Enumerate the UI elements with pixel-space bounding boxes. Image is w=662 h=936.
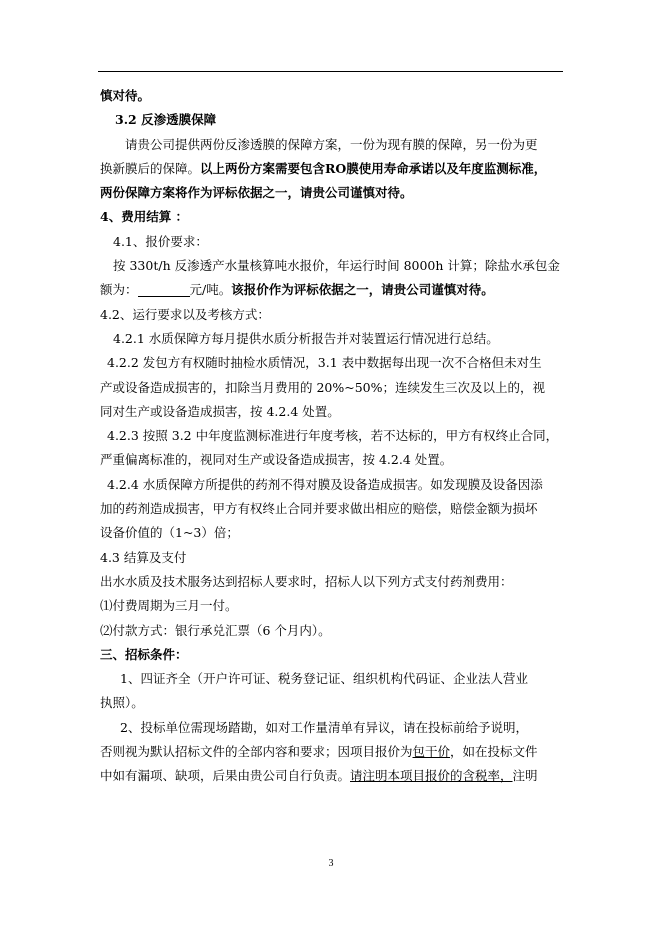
text-line	[100, 400, 562, 424]
text-run: 4.3 结算及支付	[100, 549, 187, 565]
text-run: 加的药剂造成损害，甲方有权终止合同并要求做出相应的赔偿，赔偿金额为损坏	[100, 501, 538, 517]
text-line	[100, 230, 562, 254]
text-run: 3.2 反渗透膜保障	[115, 112, 217, 128]
text-line	[100, 108, 562, 132]
text-run: 额为：	[100, 282, 138, 298]
text-run: 请注明本项目报价的含税率，	[350, 768, 513, 784]
text-run: 4、费用结算 ：	[100, 209, 189, 225]
text-line	[100, 181, 562, 205]
text-line	[100, 157, 562, 181]
text-run: 2、投标单位需现场踏勘，如对工作量清单有异议，请在投标前给予说明，	[120, 719, 528, 735]
text-line	[100, 254, 562, 278]
text-line	[100, 716, 562, 740]
text-line	[100, 570, 562, 594]
text-run: 4.2.1 水质保障方每月提供水质分析报告并对装置运行情况进行总结。	[113, 330, 499, 346]
text-run: 两份保障方案将作为评标依据之一，请贵公司谨慎对待。	[100, 185, 413, 201]
text-line	[100, 376, 562, 400]
document-body	[100, 84, 562, 789]
text-run: 产或设备造成损害的，扣除当月费用的 20%~50%；连续发生三次及以上的，视	[100, 379, 546, 395]
text-run: 执照）。	[100, 695, 144, 711]
fill-in-blank	[138, 282, 190, 297]
text-line	[100, 351, 562, 375]
text-run: 1、四证齐全（开户许可证、税务登记证、组织机构代码证、企业法人营业	[120, 671, 528, 687]
text-line	[100, 497, 562, 521]
text-line	[100, 594, 562, 618]
text-line	[100, 546, 562, 570]
text-run: 以上两份方案需要包含RO膜使用寿命承诺以及年度监测标准，	[200, 160, 547, 176]
text-run: ⑵付款方式：银行承兑汇票（6 个月内）。	[100, 622, 331, 638]
text-line	[100, 303, 562, 327]
text-line	[100, 133, 562, 157]
text-line	[100, 448, 562, 472]
text-line	[100, 619, 562, 643]
text-line	[100, 667, 562, 691]
text-run: 按 330t/h 反渗透产水量核算吨水报价，年运行时间 8000h 计算；除盐水承包金	[113, 258, 560, 274]
text-run: 元/吨。	[189, 282, 232, 298]
text-run: 该报价作为评标依据之一，请贵公司谨慎对待。	[231, 282, 494, 298]
text-run: 否则视为默认招标文件的全部内容和要求；因项目报价为	[100, 744, 413, 760]
text-run: 同对生产或设备造成损害，按 4.2.4 处置。	[100, 403, 340, 419]
text-line	[100, 521, 562, 545]
text-run: ⑴付费周期为三月一付。	[100, 598, 238, 614]
text-run: 4.2.3 按照 3.2 中年度监测标准进行年度考核，若不达标的，甲方有权终止合同，	[107, 428, 559, 444]
text-run: 严重偏离标准的，视同对生产或设备造成损害，按 4.2.4 处置。	[100, 452, 453, 468]
text-line	[100, 424, 562, 448]
text-line	[100, 84, 562, 108]
text-line	[100, 473, 562, 497]
text-line	[100, 643, 562, 667]
text-run: 4.1、报价要求：	[113, 233, 208, 249]
text-line	[100, 740, 562, 764]
text-run: 请贵公司提供两份反渗透膜的保障方案，一份为现有膜的保障，另一份为更	[125, 136, 538, 152]
text-line	[100, 327, 562, 351]
text-run: 换新膜后的保障。	[100, 160, 201, 176]
text-run: 出水水质及技术服务达到招标人要求时，招标人以下列方式支付药剂费用：	[100, 573, 513, 589]
page-number: 3	[328, 858, 334, 869]
text-line	[100, 764, 562, 788]
text-line	[100, 691, 562, 715]
text-run: 设备价值的（1~3）倍；	[100, 525, 239, 541]
text-line	[100, 278, 562, 302]
text-run: 4.2.4 水质保障方所提供的药剂不得对膜及设备造成损害。如发现膜及设备因添	[107, 476, 543, 492]
text-run: 注明	[512, 768, 538, 784]
header-rule	[98, 71, 563, 72]
text-run: 慎对待。	[100, 88, 151, 103]
text-run: 三、招标条件：	[100, 646, 188, 662]
text-line	[100, 205, 562, 229]
text-run: 4.2、运行要求以及考核方式：	[100, 306, 270, 322]
text-run: 包干价	[412, 744, 451, 760]
text-run: 中如有漏项、缺项，后果由贵公司自行负责。	[100, 768, 351, 784]
text-run: 4.2.2 发包方有权随时抽检水质情况，3.1 表中数据每出现一次不合格但未对生	[107, 355, 542, 371]
text-run: ，如在投标文件	[450, 744, 538, 760]
